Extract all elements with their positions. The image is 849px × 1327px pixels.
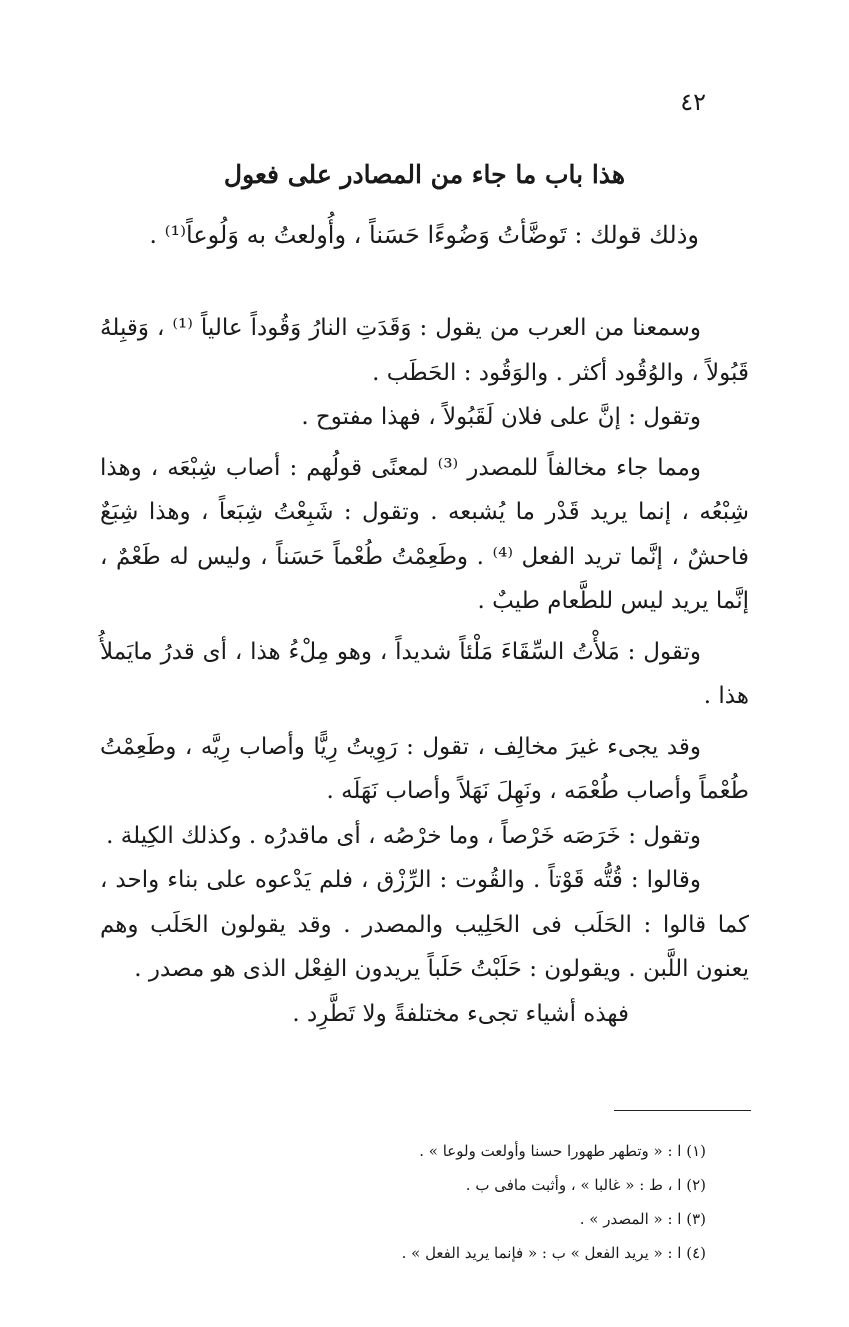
paragraph: وقالوا : قُتُّه قَوْتاً . والقُوت : الرِّزْق ، فلم يَدْعوه على بناء واحد ، كما قالوا : الحَلَب فى الحَلِيب والمصدر . وقد يقولون الحَلَب وهم يعنون اللَّبن . ويقولون : حَلَبْتُ حَلَباً يريدون الفِعْل الذى هو مصدر . xyxy=(100,867,749,982)
paragraph: وتقول : إنَّ على فلان لَقَبُولاً ، فهذا مفتوح . xyxy=(301,404,701,430)
footnote: (١) ا : « وتطهر طهورا حسنا وأولعت ولوعا » . xyxy=(419,1142,706,1160)
paragraph: ومما جاء مخالفاً للمصدر ⁽³⁾ لمعنًى قولُهم : أصاب شِبْعَه ، وهذا شِبْعُه ، إنما يريد قَدْر ما يُشبعه . وتقول : شَبِعْتُ شِبَعاً ، وهذا شِبَعٌ فاحشٌ ، إنَّما تريد الفعل ⁽⁴⁾ . وطَعِمْتُ طُعْماً حَسَناً ، وليس له طَعْمٌ ، إنَّما يريد ليس للطَّعام طيبٌ . xyxy=(100,454,749,614)
paragraph: وتقول : خَرَصَه خَرْصاً ، وما خرْصُه ، أى ماقدرُه . وكذلك الكِيلة . xyxy=(106,822,701,849)
paragraph: وسمعنا من العرب من يقول : وَقَدَتِ النارُ وَقُوداً عالياً ⁽¹⁾ ، وَقبِلهُ قَبُولاً ، والوُقُود أكثر . والوَقُود : الحَطَب . xyxy=(100,315,749,386)
paragraph: وتقول : مَلأْتُ السِّقَاءَ مَلْئاً شديداً ، وهو مِلْءُ هذا ، أى قدرُ مايَملأُ هذا . xyxy=(100,638,749,709)
chapter-intro: وذلك قولك : تَوضَّأتُ وَضُوءًا حَسَناً ، وأُولعتُ به وَلُوعاً⁽¹⁾ . xyxy=(149,221,699,249)
footnote: (٤) ا : « يريد الفعل » ب : « فإنما يريد الفعل » . xyxy=(401,1244,706,1262)
paragraph: وقد يجىء غيرَ مخالِف ، تقول : رَوِيتُ رِيًّا وأصاب رِيَّه ، وطَعِمْتُ طُعْماً وأصاب طُعْمَه ، ونَهِلَ نَهَلاً وأصاب نَهَلَه . xyxy=(100,733,749,804)
footnote: (٢) ا ، ط : « غالبا » ، وأثبت مافى ب . xyxy=(465,1176,706,1194)
footnote: (٣) ا : « المصدر » . xyxy=(579,1210,706,1228)
footnotes xyxy=(100,1134,706,1270)
body-text xyxy=(100,300,749,1036)
page-number: ٤٢ xyxy=(680,88,706,116)
footnote-divider xyxy=(614,1110,751,1111)
chapter-heading: هذا باب ما جاء من المصادر على فعول xyxy=(223,160,626,189)
paragraph: فهذه أشياء تجىء مختلفةً ولا تَطَّرِد . xyxy=(292,1000,629,1027)
